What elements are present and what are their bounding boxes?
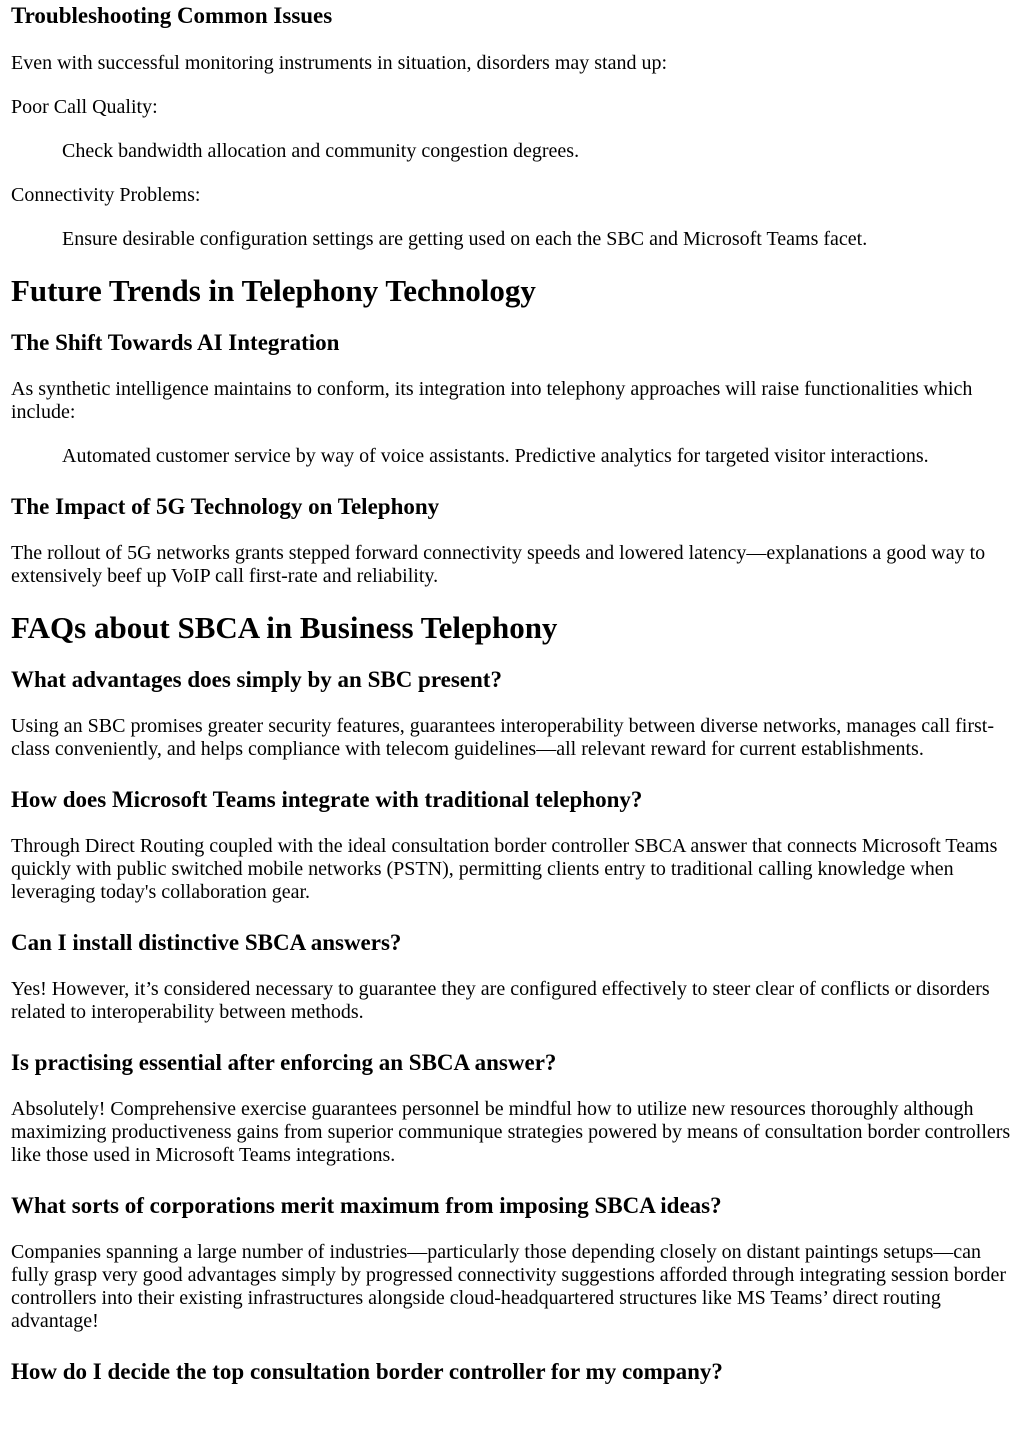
troubleshooting-intro: Even with successful monitoring instruments in situation, disorders may stand up: xyxy=(11,52,668,74)
troubleshooting-heading: Troubleshooting Common Issues xyxy=(11,3,333,28)
faq-question: Is practising essential after enforcing an SBCA answer? xyxy=(11,1050,557,1075)
faq-question: How do I decide the top consultation border controller for my company? xyxy=(11,1359,723,1384)
faq-question: What advantages does simply by an SBC present? xyxy=(11,667,502,692)
faq-question: How does Microsoft Teams integrate with traditional telephony? xyxy=(11,787,643,812)
poor-call-quality-detail: Check bandwidth allocation and community congestion degrees. xyxy=(62,140,580,162)
faq-answer: Using an SBC promises greater security features, guarantees interoperability between diverse networks, manages call first-class conveniently, and helps compliance with telecom guidelines—all relevant reward for current establishments. xyxy=(11,715,995,760)
faq-question: What sorts of corporations merit maximum from imposing SBCA ideas? xyxy=(11,1193,722,1218)
connectivity-problems-detail: Ensure desirable configuration settings are getting used on each the SBC and Microsoft Teams facet. xyxy=(62,228,868,250)
5g-impact-text: The rollout of 5G networks grants stepped forward connectivity speeds and lowered latency—explanations a good way to extensively beef up VoIP call first-rate and reliability. xyxy=(11,542,986,587)
ai-integration-detail: Automated customer service by way of voice assistants. Predictive analytics for targeted visitor interactions. xyxy=(62,445,929,467)
poor-call-quality-label: Poor Call Quality: xyxy=(11,96,158,118)
ai-integration-text: As synthetic intelligence maintains to conform, its integration into telephony approaches will raise functionalities which include: xyxy=(11,378,973,423)
faq-answer: Absolutely! Comprehensive exercise guarantees personnel be mindful how to utilize new resources thoroughly although maximizing productiveness gains from superior communique strategies powered by means of consultation border controllers like those used in Microsoft Teams integrations. xyxy=(11,1098,1011,1166)
faq-question: Can I install distinctive SBCA answers? xyxy=(11,930,402,955)
ai-integration-heading: The Shift Towards AI Integration xyxy=(11,330,340,355)
faq-answer: Yes! However, it’s considered necessary to guarantee they are configured effectively to steer clear of conflicts or disorders related to interoperability between methods. xyxy=(11,978,990,1023)
5g-impact-heading: The Impact of 5G Technology on Telephony xyxy=(11,494,440,519)
connectivity-problems-label: Connectivity Problems: xyxy=(11,184,201,206)
faq-answer: Through Direct Routing coupled with the ideal consultation border controller SBCA answer that connects Microsoft Teams quickly with public switched mobile networks (PSTN), permitting clients entry to traditional calling knowledge when leveraging today's collaboration gear. xyxy=(11,835,998,903)
future-trends-heading: Future Trends in Telephony Technology xyxy=(11,273,536,308)
faq-answer: Companies spanning a large number of industries—particularly those depending closely on distant paintings setups—can fully grasp very good advantages simply by progressed connectivity suggestions afforded through integrating session border controllers into their existing infrastructures alongside cloud-headquartered structures like MS Teams’ direct routing advantage! xyxy=(11,1241,1006,1332)
faqs-heading: FAQs about SBCA in Business Telephony xyxy=(11,610,558,645)
article-content xyxy=(11,0,1013,1386)
